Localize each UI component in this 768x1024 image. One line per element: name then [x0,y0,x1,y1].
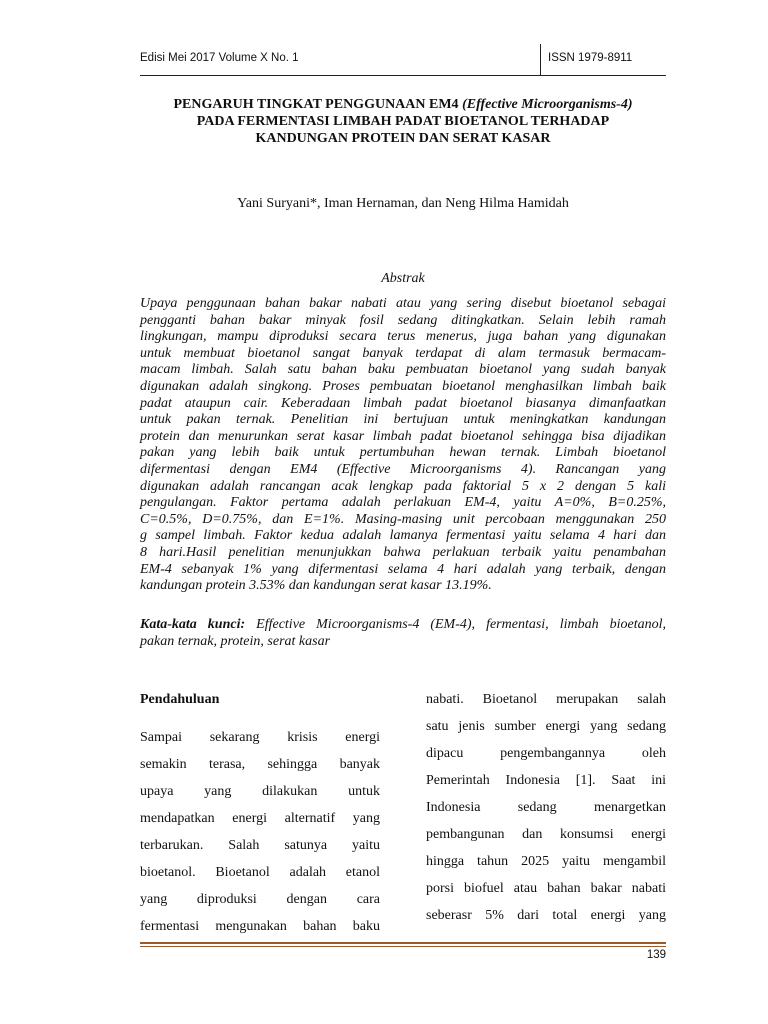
body-line: seberasr 5% dari total energi yang [426,908,666,923]
body-line: bioetanol. Bioetanol adalah etanol [140,865,380,880]
abstract-line: lingkungan, mampu diproduksi secara terus menerus, juga bahan yang digunakan [140,329,666,345]
abstract-line: g sampel limbah. Faktor kedua adalah lamanya fermentasi yaitu selama 4 hari dan [140,528,666,544]
body-line: fermentasi mengunakan bahan baku [140,919,380,934]
body-line: nabati. Bioetanol merupakan salah [426,692,666,707]
body-line: upaya yang dilakukan untuk [140,784,380,799]
abstract-line: Upaya penggunaan bahan bakar nabati atau yang sering disebut bioetanol sebagai [140,296,666,311]
abstract-line: difermentasi dengan EM4 (Effective Microorganisms 4). Rancangan yang [140,461,666,477]
header-divider [540,44,541,76]
body-line: Indonesia sedang menargetkan [426,800,666,815]
paper-title [140,96,666,147]
title-line-1-main: PENGARUH TINGKAT PENGGUNAAN EM4 [173,97,463,112]
keywords [140,616,666,650]
header-rule [140,75,666,76]
abstract-line: 8 hari.Hasil penelitian menunjukkan bahwa perlakuan terbaik yaitu penambahan [140,544,666,560]
abstract-line: EM-4 sebanyak 1% yang difermentasi selama 4 hari adalah yang terbaik, dengan [140,561,666,577]
body-line: hingga tahun 2025 yaitu mengambil [426,854,666,869]
abstract-line: digunakan adalah singkong. Proses pembuatan bioetanol menghasilkan limbah baik [140,378,666,394]
body-line: mendapatkan energi alternatif yang [140,811,380,826]
author-list: Yani Suryani*, Iman Hernaman, dan Neng Hilma Hamidah [237,196,569,211]
title-line-1-italic: (Effective Microorganisms-4) [462,97,633,112]
title-line-3: KANDUNGAN PROTEIN DAN SERAT KASAR [255,131,551,146]
abstract-line: digunakan adalah rancangan acak lengkap pada faktorial 5 x 2 dengan 5 kali [140,478,666,494]
keywords-label: Kata-kata kunci: [140,617,246,632]
abstract-line: kandungan protein 3.53% dan kandungan serat kasar 13.19%. [140,578,492,594]
keywords-line-2: pakan ternak, protein, serat kasar [140,634,331,649]
abstract-line: macam limbah. Salah satu bahan baku pembuatan bioetanol yang sudah banyak [140,362,666,378]
keywords-line-1 [140,616,666,633]
page-number: 139 [646,949,666,961]
abstract-line: untuk membuat bioetanol sangat banyak terdapat di alam termasuk bermacam- [140,345,666,361]
body-line: Pemerintah Indonesia [1]. Saat ini [426,773,666,788]
title-line-2: PADA FERMENTASI LIMBAH PADAT BIOETANOL TERHADAP [196,114,610,129]
issn-label: ISSN 1979-8911 [548,52,633,64]
keywords-text-1: Effective Microorganisms-4 (EM-4), fermentasi, limbah bioetanol, [245,617,666,632]
abstract-body [140,296,666,595]
abstract-heading: Abstrak [381,271,425,286]
footer-rule-thin [140,946,666,947]
abstract-line: pengganti bahan bakar minyak fosil sedang ditingkatkan. Selain lebih ramah [140,312,666,328]
title-line-1 [140,96,666,113]
body-line: Sampai sekarang krisis energi [140,730,380,745]
journal-edition: Edisi Mei 2017 Volume X No. 1 [140,52,299,64]
body-line: pembangunan dan konsumsi energi [426,827,666,842]
body-line: porsi biofuel atau bahan bakar nabati [426,881,666,896]
abstract-line: C=0.5%, D=0.75%, dan E=1%. Masing-masing unit percobaan menggunakan 250 [140,511,666,527]
body-line: terbarukan. Salah satunya yaitu [140,838,380,853]
section-heading: Pendahuluan [140,692,220,707]
body-column-left [140,724,380,940]
abstract-line: untuk pakan ternak. Penelitian ini bertujuan untuk meningkatkan kandungan [140,412,666,428]
abstract-line: protein dan menurunkan serat kasar limbah padat bioetanol sehingga bisa dijadikan [140,428,666,444]
abstract-line: pengulangan. Faktor pertama adalah perlakuan EM-4, yaitu A=0%, B=0.25%, [140,495,666,511]
body-line: satu jenis sumber energi yang sedang [426,719,666,734]
abstract-line: pakan yang lebih baik untuk pertumbuhan hewan ternak. Limbah bioetanol [140,445,666,461]
running-header [140,44,666,76]
body-line: yang diproduksi dengan cara [140,892,380,907]
body-line: dipacu pengembangannya oleh [426,746,666,761]
footer-rule-thick [140,942,666,944]
body-line: semakin terasa, sehingga banyak [140,757,380,772]
abstract-line: padat ataupun cair. Keberadaan limbah padat bioetanol biasanya dimanfaatkan [140,395,666,411]
body-column-right [426,686,666,929]
